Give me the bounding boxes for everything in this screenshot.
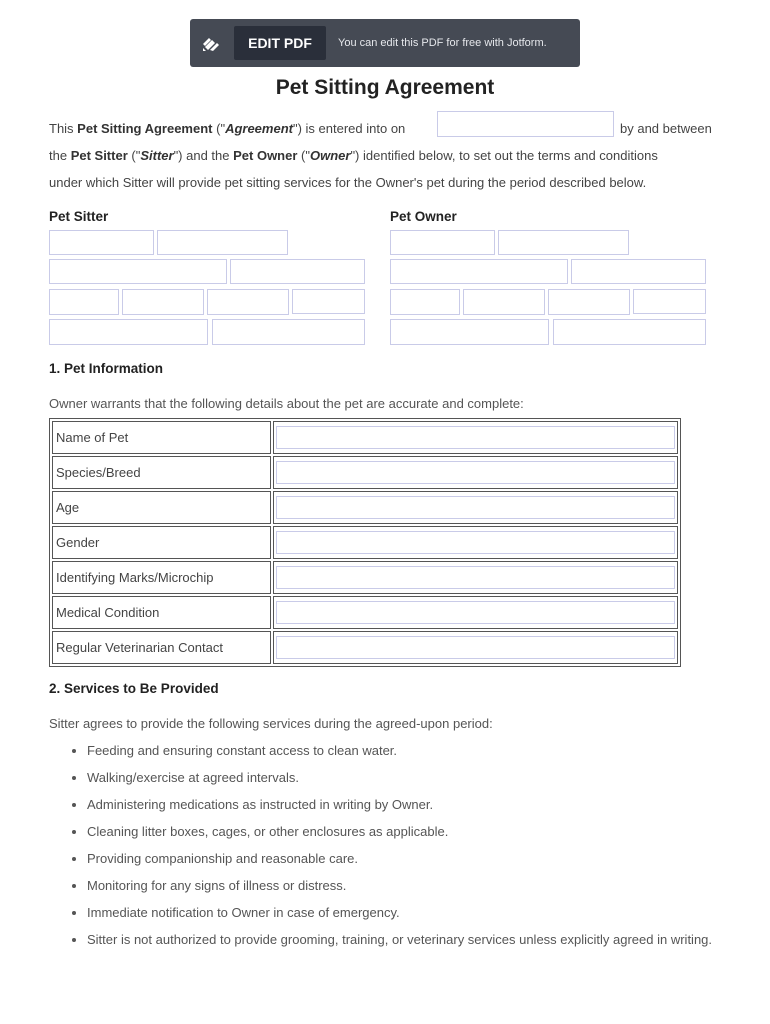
list-item: • Monitoring for any signs of illness or distress. <box>87 872 767 899</box>
gender-field[interactable] <box>276 531 675 554</box>
owner-first-name-field[interactable] <box>390 230 495 255</box>
sitter-email-field[interactable] <box>212 319 365 345</box>
medical-condition-field[interactable] <box>276 601 675 624</box>
owner-country-field[interactable] <box>633 289 706 314</box>
identifying-marks-field[interactable] <box>276 566 675 589</box>
pet-sitter-heading: Pet Sitter <box>49 209 109 224</box>
agreement-date-field[interactable] <box>437 111 614 137</box>
jotform-logo-icon <box>190 33 234 53</box>
owner-city-field[interactable] <box>390 289 460 315</box>
pet-information-table <box>49 418 681 667</box>
row-label: Name of Pet <box>52 421 271 454</box>
list-item: • Walking/exercise at agreed intervals. <box>87 764 767 791</box>
table-row <box>52 491 678 524</box>
list-item: • Administering medications as instructed in writing by Owner. <box>87 791 767 818</box>
table-row <box>52 526 678 559</box>
owner-state-field[interactable] <box>463 289 545 315</box>
list-item: • Immediate notification to Owner in case of emergency. <box>87 899 767 926</box>
row-label: Regular Veterinarian Contact <box>52 631 271 664</box>
list-item: • Feeding and ensuring constant access to clean water. <box>87 737 767 764</box>
owner-phone-field[interactable] <box>390 319 549 345</box>
section-1-description: Owner warrants that the following details about the pet are accurate and complete: <box>49 396 524 411</box>
sitter-first-name-field[interactable] <box>49 230 154 255</box>
owner-last-name-field[interactable] <box>498 230 629 255</box>
list-item: • Cleaning litter boxes, cages, or other enclosures as applicable. <box>87 818 767 845</box>
intro-paragraph: This Pet Sitting Agreement ("Agreement") is entered into on by and between the Pet Sitter ("Sitter") and the Pet Owner ("Owner") identified below, to set out the terms and conditions under which Sitter will provide pet sitting services for the Owner's pet during the period described below. <box>49 121 712 190</box>
table-row <box>52 596 678 629</box>
row-label: Medical Condition <box>52 596 271 629</box>
species-breed-field[interactable] <box>276 461 675 484</box>
age-field[interactable] <box>276 496 675 519</box>
section-1-heading: 1. Pet Information <box>49 361 164 376</box>
owner-zip-field[interactable] <box>548 289 630 315</box>
services-list <box>49 737 767 953</box>
section-2-description: Sitter agrees to provide the following services during the agreed-upon period: <box>49 716 493 731</box>
sitter-address-line2-field[interactable] <box>230 259 365 284</box>
table-row <box>52 631 678 664</box>
row-label: Identifying Marks/Microchip <box>52 561 271 594</box>
table-row <box>52 421 678 454</box>
row-label: Gender <box>52 526 271 559</box>
sitter-zip-field[interactable] <box>207 289 289 315</box>
edit-pdf-button[interactable]: EDIT PDF <box>234 26 326 60</box>
table-row <box>52 456 678 489</box>
owner-street-address-field[interactable] <box>390 259 568 284</box>
sitter-country-field[interactable] <box>292 289 365 314</box>
list-item: • Sitter is not authorized to provide grooming, training, or veterinary services unless explicitly agreed in writing. <box>87 926 767 953</box>
table-row <box>52 561 678 594</box>
veterinarian-contact-field[interactable] <box>276 636 675 659</box>
page-title: Pet Sitting Agreement <box>275 76 495 99</box>
sitter-last-name-field[interactable] <box>157 230 288 255</box>
banner-message: You can edit this PDF for free with Jotform. <box>338 37 547 49</box>
jotform-banner <box>190 19 580 67</box>
owner-address-line2-field[interactable] <box>571 259 706 284</box>
row-label: Species/Breed <box>52 456 271 489</box>
row-label: Age <box>52 491 271 524</box>
sitter-phone-field[interactable] <box>49 319 208 345</box>
sitter-street-address-field[interactable] <box>49 259 227 284</box>
sitter-state-field[interactable] <box>122 289 204 315</box>
pet-owner-heading: Pet Owner <box>390 209 457 224</box>
owner-email-field[interactable] <box>553 319 706 345</box>
pet-name-field[interactable] <box>276 426 675 449</box>
list-item: • Providing companionship and reasonable care. <box>87 845 767 872</box>
sitter-city-field[interactable] <box>49 289 119 315</box>
section-2-heading: 2. Services to Be Provided <box>49 681 219 696</box>
